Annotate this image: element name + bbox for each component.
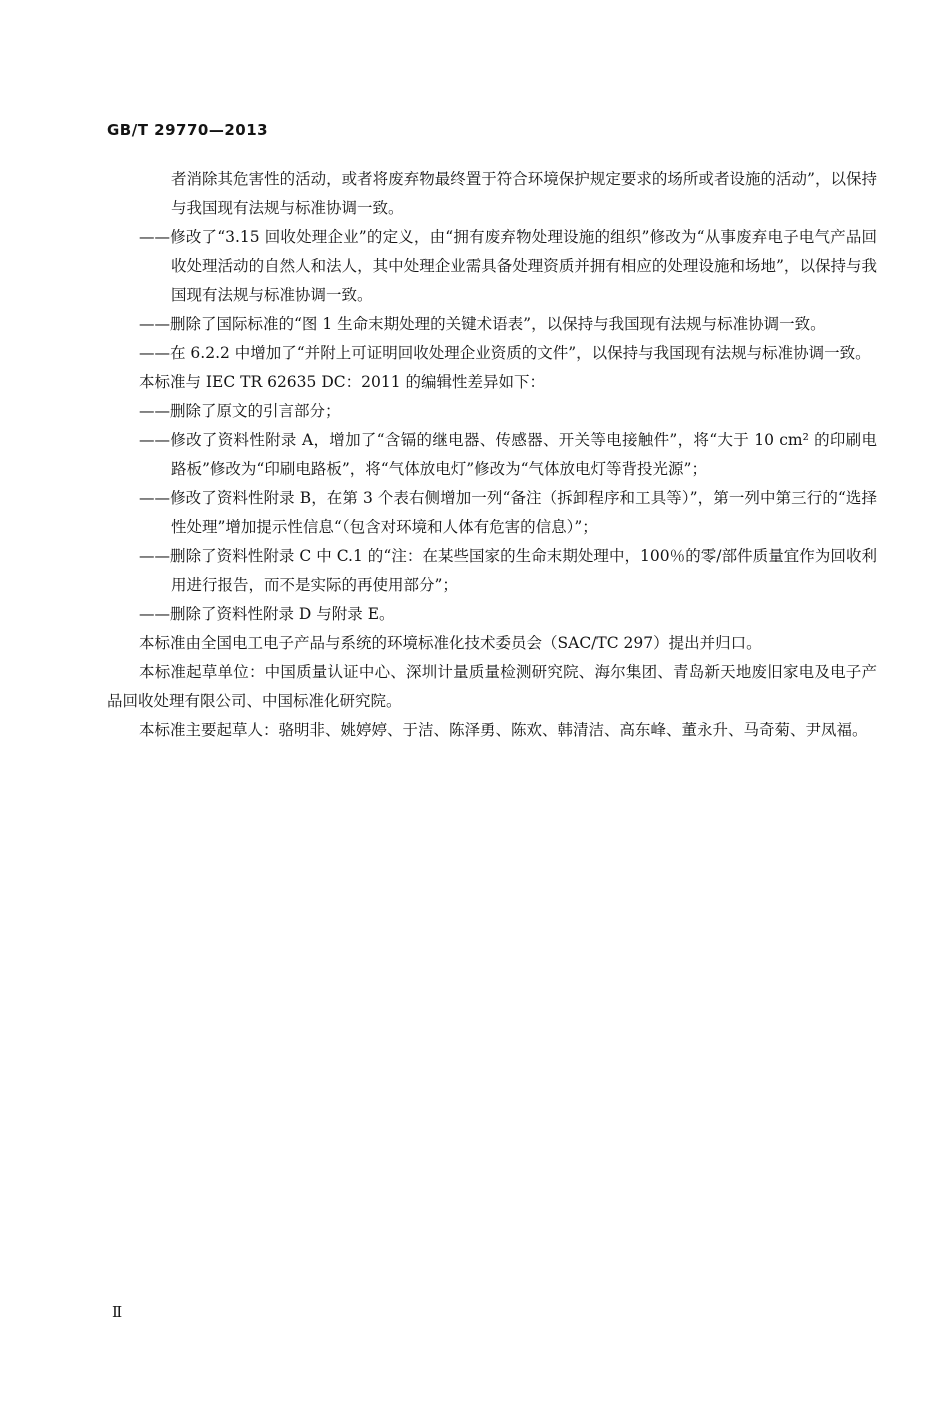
list-item: ——删除了资料性附录 D 与附录 E。: [139, 605, 395, 623]
page-number: Ⅱ: [112, 1303, 123, 1321]
paragraph: 本标准主要起草人：骆明非、姚婷婷、于洁、陈泽勇、陈欢、韩清洁、高东峰、董永升、马奇菊、尹凤福。: [139, 721, 868, 739]
paragraph: 本标准由全国电工电子产品与系统的环境标准化技术委员会（SAC/TC 297）提出并归口。: [139, 634, 762, 652]
continuation-paragraph: 者消除其危害性的活动，或者将废弃物最终置于符合环境保护规定要求的场所或者设施的活动”，以保持与我国现有法规与标准协调一致。: [171, 170, 877, 217]
list-item: ——删除了原文的引言部分；: [139, 402, 341, 420]
paragraph: 本标准与 IEC TR 62635 DC：2011 的编辑性差异如下：: [139, 373, 545, 391]
list-item: ——修改了“3.15 回收处理企业”的定义，由“拥有废弃物处理设施的组织”修改为“从事废弃电子电气产品回收处理活动的自然人和法人，其中处理企业需具备处理资质并拥有相应的处理设施和场地”，以保持与我国现有法规与标准协调一致。: [139, 228, 877, 304]
paragraph: 本标准起草单位：中国质量认证中心、深圳计量质量检测研究院、海尔集团、青岛新天地废旧家电及电子产品回收处理有限公司、中国标准化研究院。: [107, 663, 877, 710]
standard-number-header: GB/T 29770—2013: [107, 121, 269, 139]
list-item: ——删除了资料性附录 C 中 C.1 的“注：在某些国家的生命末期处理中，100％的零/部件质量宜作为回收利用进行报告，而不是实际的再使用部分”；: [139, 547, 877, 594]
list-item: ——修改了资料性附录 B，在第 3 个表右侧增加一列“备注（拆卸程序和工具等）”，第一列中第三行的“选择性处理”增加提示性信息“（包含对环境和人体有危害的信息）”；: [139, 489, 877, 536]
list-item: ——修改了资料性附录 A，增加了“含镉的继电器、传感器、开关等电接触件”，将“大于 10 cm² 的印刷电路板”修改为“印刷电路板”，将“气体放电灯”修改为“气体放电灯等背投光源”；: [139, 431, 877, 478]
list-item: ——在 6.2.2 中增加了“并附上可证明回收处理企业资质的文件”，以保持与我国现有法规与标准协调一致。: [139, 344, 871, 362]
list-item: ——删除了国际标准的“图 1 生命末期处理的关键术语表”，以保持与我国现有法规与标准协调一致。: [139, 315, 826, 333]
document-body: [107, 165, 877, 745]
